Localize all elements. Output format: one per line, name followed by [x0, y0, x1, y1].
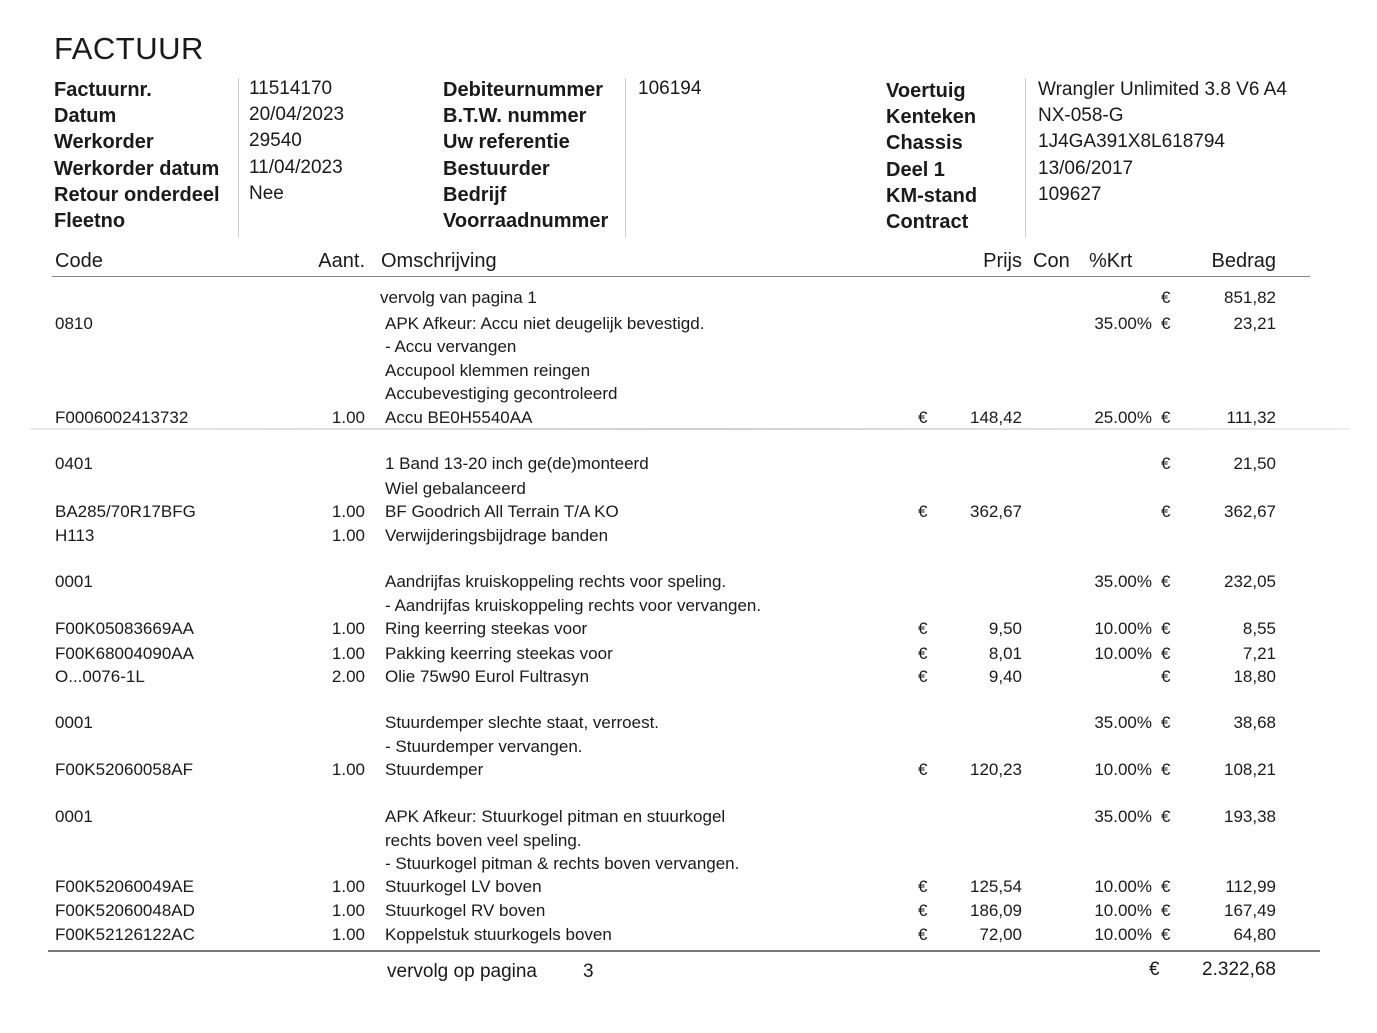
table-row	[0, 314, 1377, 338]
item-description: vervolg van pagina 1	[380, 288, 537, 307]
item-quantity: 1.00	[331, 619, 365, 638]
header-value: Wrangler Unlimited 3.8 V6 A4	[1038, 79, 1287, 100]
item-discount: 35.00%	[1094, 713, 1152, 732]
amount-currency: €	[1161, 454, 1171, 473]
item-code: F00K52060058AF	[55, 760, 193, 779]
item-code: F00K52060049AE	[55, 877, 194, 896]
header-label: Bedrijf	[443, 183, 507, 206]
table-row	[0, 502, 1377, 526]
total-amount: 2.322,68	[1202, 959, 1276, 980]
price-currency: €	[918, 619, 928, 638]
price-currency: €	[918, 877, 928, 896]
item-quantity: 1.00	[331, 408, 365, 427]
item-amount: 167,49	[1224, 901, 1276, 920]
header-label: Uw referentie	[443, 131, 570, 154]
header-label: Contract	[886, 211, 969, 233]
item-amount: 362,67	[1224, 502, 1276, 521]
item-amount: 18,80	[1233, 667, 1276, 686]
col-con: Con	[1033, 250, 1070, 272]
item-price: 120,23	[970, 760, 1022, 779]
table-row	[0, 925, 1377, 949]
item-amount: 112,99	[1225, 877, 1276, 896]
footer-rule	[48, 950, 1320, 952]
item-price: 148,42	[970, 408, 1022, 427]
table-row	[0, 408, 1377, 432]
item-discount: 35.00%	[1094, 314, 1152, 333]
item-discount: 10.00%	[1094, 901, 1152, 920]
price-currency: €	[918, 760, 928, 779]
table-row	[0, 384, 1377, 408]
item-description: Accupool klemmen reingen	[385, 361, 591, 380]
amount-currency: €	[1161, 408, 1171, 427]
item-amount: 8,55	[1242, 619, 1276, 638]
header-label: Voertuig	[886, 80, 966, 102]
item-price: 125,54	[970, 877, 1022, 896]
item-description: Stuurkogel RV boven	[385, 901, 546, 920]
header-label: Fleetno	[54, 210, 126, 232]
header-value: 109627	[1038, 183, 1102, 205]
header-value: 106194	[638, 78, 702, 99]
item-quantity: 1.00	[331, 901, 365, 920]
table-row	[0, 644, 1377, 668]
item-amount: 23,21	[1233, 314, 1276, 333]
item-description: BF Goodrich All Terrain T/A KO	[385, 502, 619, 521]
item-description: Stuurkogel LV boven	[385, 877, 542, 896]
price-currency: €	[918, 925, 928, 944]
item-discount: 10.00%	[1094, 877, 1152, 896]
header-value: 20/04/2023	[249, 104, 345, 126]
item-quantity: 1.00	[331, 760, 365, 779]
item-price: 362,67	[970, 502, 1022, 521]
header-value: 13/06/2017	[1038, 157, 1134, 179]
item-description: Koppelstuk stuurkogels boven	[385, 925, 612, 944]
item-code: O...0076-1L	[55, 667, 145, 686]
item-price: 186,09	[970, 901, 1022, 920]
item-amount: 21,50	[1233, 454, 1276, 473]
divider	[625, 78, 626, 238]
col-omschrijving: Omschrijving	[381, 250, 497, 272]
table-row	[0, 596, 1377, 620]
item-amount: 232,05	[1224, 572, 1276, 591]
item-description: APK Afkeur: Accu niet deugelijk bevestigd.	[385, 314, 705, 333]
table-row	[0, 572, 1377, 596]
header-label: Chassis	[886, 132, 963, 155]
amount-currency: €	[1161, 667, 1171, 686]
amount-currency: €	[1161, 288, 1171, 307]
table-row	[0, 901, 1377, 925]
item-description: Accu BE0H5540AA	[385, 408, 533, 427]
header-label: Retour onderdeel	[54, 183, 220, 206]
table-row	[0, 667, 1377, 691]
table-row	[0, 807, 1377, 831]
amount-currency: €	[1161, 760, 1171, 779]
header-label: B.T.W. nummer	[443, 105, 587, 128]
item-amount: 851,82	[1224, 288, 1276, 307]
table-row	[0, 760, 1377, 784]
amount-currency: €	[1161, 619, 1171, 638]
header-value: NX-058-G	[1038, 105, 1124, 127]
amount-currency: €	[1161, 877, 1171, 896]
item-price: 72,00	[979, 925, 1022, 944]
item-discount: 25.00%	[1094, 408, 1152, 427]
item-amount: 111,32	[1226, 408, 1276, 427]
header-value: 29540	[249, 130, 302, 152]
item-description: rechts boven veel speling.	[385, 831, 582, 850]
price-currency: €	[918, 901, 928, 920]
header-value: 1J4GA391X8L618794	[1038, 131, 1225, 153]
item-description: - Stuurdemper vervangen.	[385, 737, 583, 756]
header-label: Debiteurnummer	[443, 79, 604, 101]
item-amount: 7,21	[1242, 644, 1276, 663]
item-discount: 10.00%	[1094, 619, 1152, 638]
header-value: 11514170	[249, 78, 333, 99]
amount-currency: €	[1161, 807, 1171, 826]
table-row	[0, 854, 1377, 878]
item-discount: 10.00%	[1094, 760, 1152, 779]
item-description: Pakking keerring steekas voor	[385, 644, 613, 663]
price-currency: €	[918, 644, 928, 663]
item-code: 0810	[55, 314, 93, 333]
header-label: Kenteken	[886, 106, 977, 129]
item-code: 0401	[55, 454, 93, 473]
header-label: KM-stand	[886, 184, 978, 207]
amount-currency: €	[1161, 502, 1171, 521]
item-code: F00K68004090AA	[55, 644, 194, 663]
item-price: 9,40	[988, 667, 1022, 686]
item-description: Wiel gebalanceerd	[385, 479, 526, 498]
price-currency: €	[918, 408, 928, 427]
item-code: BA285/70R17BFG	[55, 502, 196, 521]
item-quantity: 1.00	[331, 644, 365, 663]
header-label: Datum	[54, 105, 117, 128]
col-prijs: Prijs	[983, 250, 1022, 272]
item-quantity: 1.00	[331, 502, 365, 521]
header-label: Werkorder datum	[54, 157, 220, 180]
total-currency: €	[1149, 959, 1160, 980]
header-label: Deel 1	[886, 158, 945, 181]
item-description: - Aandrijfas kruiskoppeling rechts voor vervangen.	[385, 596, 762, 615]
table-row	[0, 479, 1377, 503]
item-amount: 38,68	[1233, 713, 1276, 732]
continue-page: 3	[583, 961, 594, 982]
header-label: Bestuurder	[443, 157, 550, 180]
amount-currency: €	[1161, 901, 1171, 920]
item-amount: 193,38	[1224, 807, 1276, 826]
item-amount: 64,80	[1233, 925, 1276, 944]
item-description: Verwijderingsbijdrage banden	[385, 526, 609, 545]
page-title: FACTUUR	[54, 31, 204, 66]
table-row	[0, 619, 1377, 643]
col-bedrag: Bedrag	[1211, 250, 1276, 272]
item-price: 8,01	[988, 644, 1022, 663]
item-discount: 10.00%	[1094, 925, 1152, 944]
price-currency: €	[918, 667, 928, 686]
item-code: F0006002413732	[55, 408, 189, 427]
item-description: 1 Band 13-20 inch ge(de)monteerd	[385, 454, 649, 473]
col-aant: Aant.	[318, 250, 365, 272]
item-quantity: 1.00	[331, 526, 365, 545]
item-description: - Stuurkogel pitman & rechts boven vervangen.	[385, 854, 740, 873]
table-row	[0, 288, 1377, 312]
item-amount: 108,21	[1224, 760, 1276, 779]
table-row	[0, 877, 1377, 901]
header-label: Voorraadnummer	[443, 210, 609, 232]
table-row	[0, 831, 1377, 855]
item-description: Aandrijfas kruiskoppeling rechts voor speling.	[385, 572, 727, 591]
amount-currency: €	[1161, 572, 1171, 591]
item-description: Stuurdemper	[385, 760, 484, 779]
item-description: Stuurdemper slechte staat, verroest.	[385, 713, 660, 732]
item-code: H113	[55, 526, 95, 545]
item-description: Olie 75w90 Eurol Fultrasyn	[385, 667, 590, 686]
col-code: Code	[55, 250, 103, 272]
item-description: Ring keerring steekas voor	[385, 619, 588, 638]
amount-currency: €	[1161, 713, 1171, 732]
item-discount: 35.00%	[1094, 807, 1152, 826]
divider	[238, 78, 239, 238]
item-code: 0001	[55, 572, 93, 591]
price-currency: €	[918, 502, 928, 521]
item-quantity: 1.00	[331, 877, 365, 896]
item-code: 0001	[55, 713, 93, 732]
item-description: Accubevestiging gecontroleerd	[385, 384, 618, 403]
item-quantity: 2.00	[331, 667, 365, 686]
amount-currency: €	[1161, 925, 1171, 944]
divider	[1025, 78, 1026, 238]
header-label: Werkorder	[54, 131, 154, 154]
table-row	[0, 737, 1377, 761]
item-code: F00K05083669AA	[55, 619, 194, 638]
continue-label: vervolg op pagina	[387, 961, 537, 982]
header-rule	[52, 276, 1310, 277]
col-krt: %Krt	[1089, 250, 1133, 272]
table-row	[0, 526, 1377, 550]
table-row	[0, 454, 1377, 478]
item-description: - Accu vervangen	[385, 337, 517, 356]
item-code: F00K52060048AD	[55, 901, 195, 920]
item-price: 9,50	[988, 619, 1022, 638]
item-description: APK Afkeur: Stuurkogel pitman en stuurkogel	[385, 807, 726, 826]
item-code: F00K52126122AC	[55, 925, 195, 944]
item-code: 0001	[55, 807, 93, 826]
header-value: 11/04/2023	[249, 156, 343, 178]
amount-currency: €	[1161, 644, 1171, 663]
table-row	[0, 337, 1377, 361]
item-discount: 10.00%	[1094, 644, 1152, 663]
header-value: Nee	[249, 182, 284, 204]
item-quantity: 1.00	[331, 925, 365, 944]
header-label: Factuurnr.	[54, 79, 152, 101]
table-row	[0, 361, 1377, 385]
item-discount: 35.00%	[1094, 572, 1152, 591]
amount-currency: €	[1161, 314, 1171, 333]
table-row	[0, 713, 1377, 737]
